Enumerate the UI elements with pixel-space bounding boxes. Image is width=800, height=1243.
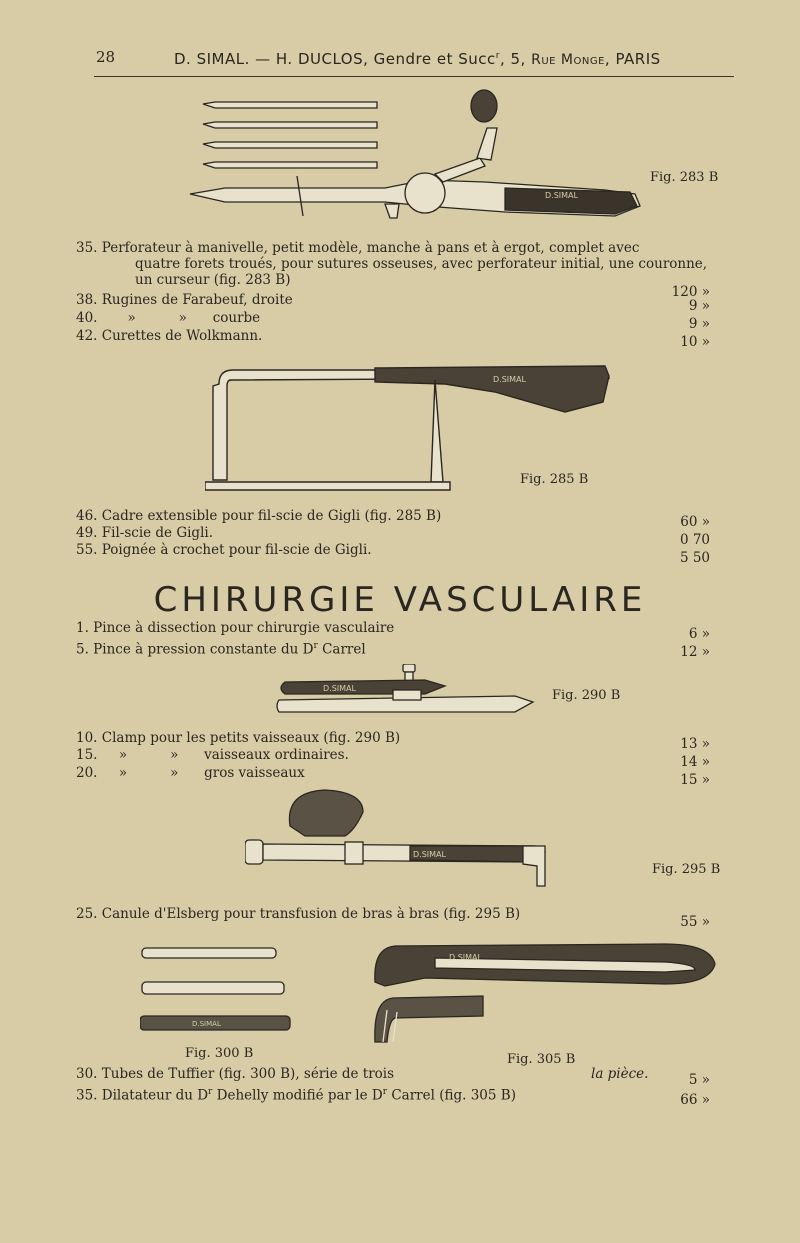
header-sup: r xyxy=(495,51,500,61)
figure-caption-285: Fig. 285 B xyxy=(520,472,589,487)
item-v5-sup: r xyxy=(313,641,318,651)
item-40-price: 9 » xyxy=(688,316,710,332)
item-40: 40. » » courbe xyxy=(76,310,261,326)
item-v30-text: 30. Tubes de Tuffier (fig. 300 B), série de trois xyxy=(76,1066,395,1082)
page-header xyxy=(94,48,734,77)
item-46-price: 60 » xyxy=(680,514,710,530)
item-v15-price: 14 » xyxy=(680,754,710,770)
perforator-illustration xyxy=(185,88,650,223)
item-v10-price: 13 » xyxy=(680,736,710,752)
canula-illustration xyxy=(245,786,555,901)
header-street: Rue Monge xyxy=(531,52,605,68)
item-v30-unit: la pièce. xyxy=(591,1066,649,1082)
item-v5-text: 5. Pince à pression constante du D xyxy=(76,641,314,658)
item-v1-price: 6 » xyxy=(688,626,710,642)
item-v30-price: 5 » xyxy=(688,1072,710,1088)
figure-caption-283: Fig. 283 B xyxy=(650,170,719,185)
item-v25-price: 55 » xyxy=(680,914,710,930)
item-v35-end: Carrel (fig. 305 B) xyxy=(387,1087,516,1104)
item-55: 55. Poignée à crochet pour fil-scie de Gigli. xyxy=(76,542,372,558)
item-v5-end: Carrel xyxy=(317,641,366,658)
item-v20-price: 15 » xyxy=(680,772,710,788)
item-35-line1: 35. Perforateur à manivelle, petit modèle, manche à pans et à ergot, complet avec xyxy=(76,240,640,256)
item-v1: 1. Pince à dissection pour chirurgie vasculaire xyxy=(76,620,395,636)
item-v30 xyxy=(76,1066,716,1082)
item-v35-price: 66 » xyxy=(680,1092,710,1108)
item-38: 38. Rugines de Farabeuf, droite xyxy=(76,292,293,308)
item-49: 49. Fil-scie de Gigli. xyxy=(76,525,214,541)
section-title: CHIRURGIE VASCULAIRE xyxy=(153,580,647,620)
item-v35-text: 35. Dilatateur du D xyxy=(76,1087,209,1104)
brand-mark: D.SIMAL xyxy=(545,191,578,200)
header-city: , PARIS xyxy=(604,50,661,68)
item-v20: 20. » » gros vaisseaux xyxy=(76,765,305,781)
brand-mark: D.SIMAL xyxy=(323,684,356,693)
item-35-price: 120 » xyxy=(671,284,710,300)
brand-mark: D.SIMAL xyxy=(493,375,526,384)
header-title xyxy=(174,50,661,68)
item-v5 xyxy=(76,638,716,658)
item-v35-sup: r xyxy=(208,1087,213,1097)
item-v35 xyxy=(76,1084,716,1104)
item-v10: 10. Clamp pour les petits vaisseaux (fig. 290 B) xyxy=(76,730,401,746)
header-text-2: , 5, xyxy=(499,50,532,68)
item-46: 46. Cadre extensible pour fil-scie de Gigli (fig. 285 B) xyxy=(76,508,442,524)
tubes-illustration xyxy=(140,944,295,1034)
item-v5-price: 12 » xyxy=(680,644,710,660)
item-v35-mid: Dehelly modifié par le D xyxy=(212,1087,383,1104)
figure-caption-290: Fig. 290 B xyxy=(552,688,621,703)
item-42: 42. Curettes de Wolkmann. xyxy=(76,328,263,344)
item-38-price: 9 » xyxy=(688,298,710,314)
header-text: D. SIMAL. — H. DUCLOS, Gendre et Succ xyxy=(174,50,496,68)
item-35-line2: quatre forets troués, pour sutures osseuses, avec perforateur initial, une couronne, xyxy=(135,256,708,272)
brand-mark: D.SIMAL xyxy=(449,953,482,962)
clamp-illustration xyxy=(275,664,535,722)
figure-caption-295: Fig. 295 B xyxy=(652,862,721,877)
dilator-illustration xyxy=(365,938,720,1048)
item-v25: 25. Canule d'Elsberg pour transfusion de bras à bras (fig. 295 B) xyxy=(76,906,521,922)
item-35-line3: un curseur (fig. 283 B) xyxy=(135,272,291,288)
figure-caption-300: Fig. 300 B xyxy=(185,1046,254,1061)
item-55-price: 5 50 xyxy=(679,550,710,566)
figure-caption-305: Fig. 305 B xyxy=(507,1052,576,1067)
item-42-price: 10 » xyxy=(680,334,710,350)
item-v15: 15. » » vaisseaux ordinaires. xyxy=(76,747,349,763)
item-49-price: 0 70 xyxy=(679,532,710,548)
brand-mark: D.SIMAL xyxy=(413,850,446,859)
item-v35-sup2: r xyxy=(382,1087,388,1097)
page-number: 28 xyxy=(96,48,116,66)
brand-mark: D.SIMAL xyxy=(192,1020,221,1028)
